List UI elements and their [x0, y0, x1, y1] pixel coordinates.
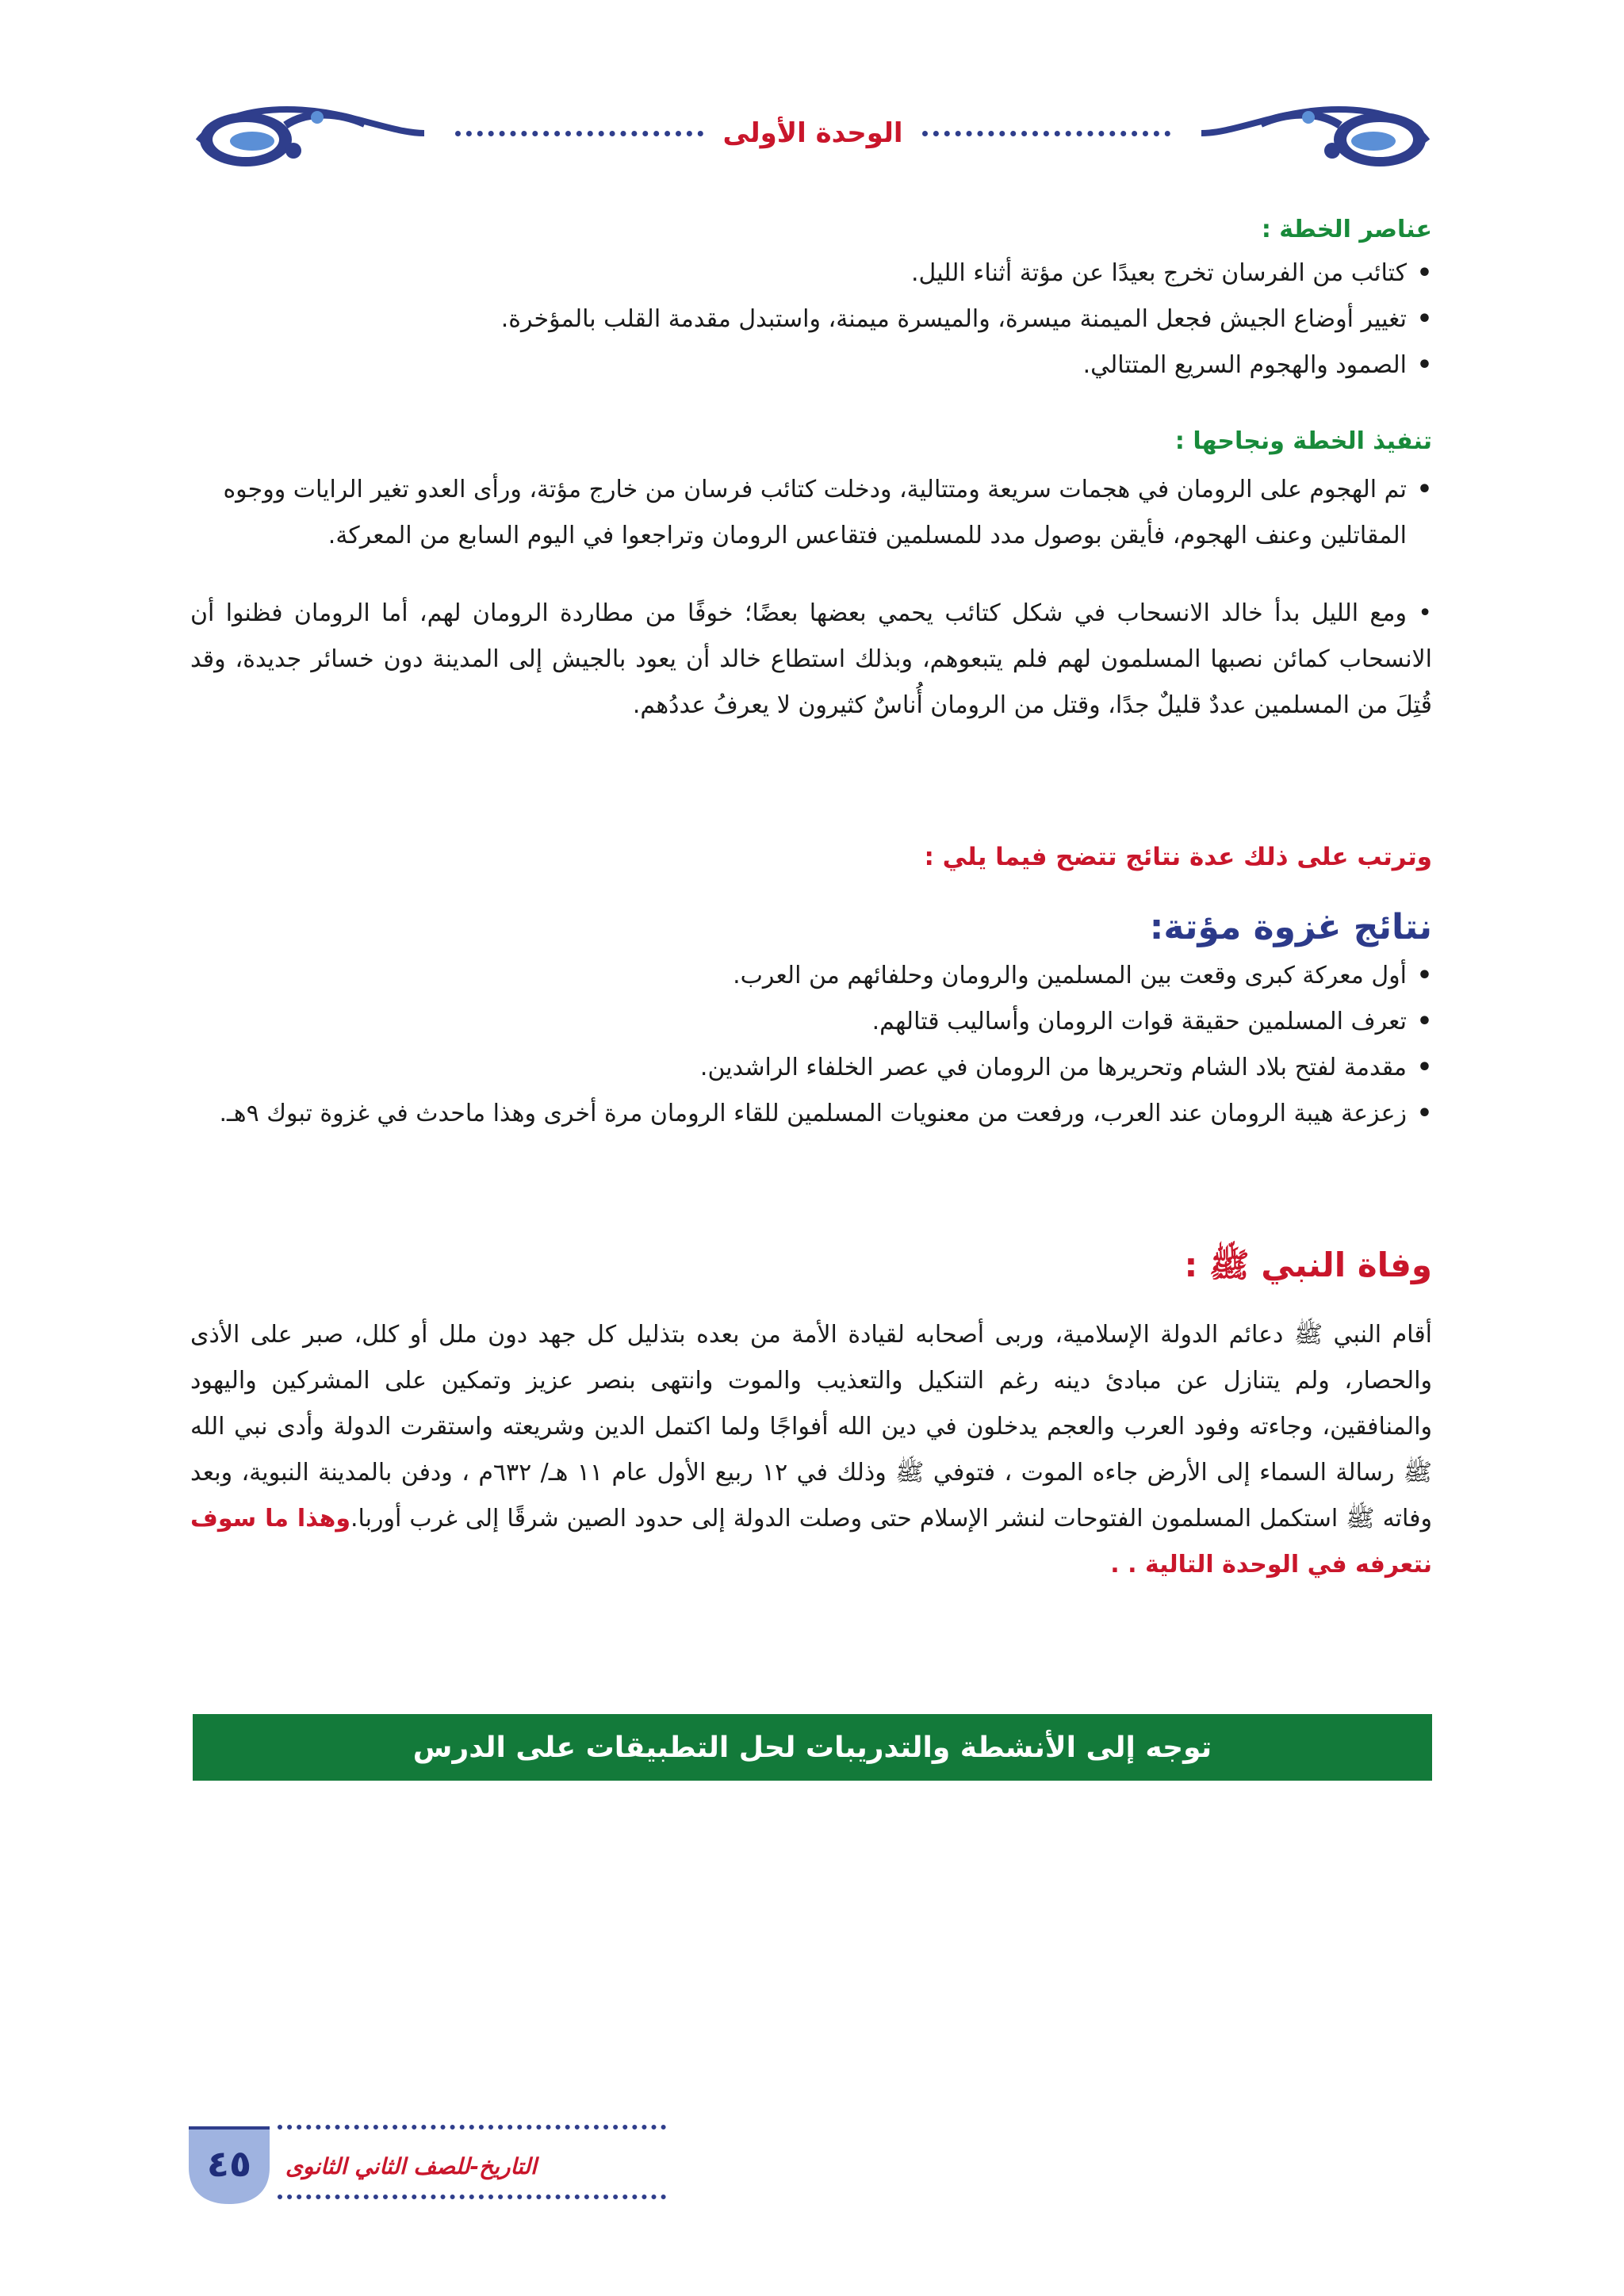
- footer-dots-bottom: [278, 2195, 666, 2199]
- prophet-death-paragraph: [190, 1312, 1432, 1588]
- withdrawal-text: ومع الليل بدأ خالد الانسحاب في شكل كتائب يحمي بعضها بعضًا؛ خوفًا من مطاردة الرومان لهم، أما الرومان فظنوا أن الانسحاب كمائن نصبها المسلمون لهم فلم يتبعوهم، وبذلك استطاع خالد أن يعود بالجيش إلى المدينة دون خسائر جديدة، وقد قُتِلَ من المسلمين عددٌ قليلٌ جدًا، وقتل من الرومان أُناسٌ كثيرون لا يعرفُ عددُهم.: [190, 599, 1432, 719]
- bullet-icon: •: [1406, 599, 1432, 627]
- results-list: [190, 953, 1432, 1137]
- bullet-icon: •: [1416, 1100, 1432, 1127]
- bullet-icon: •: [1416, 351, 1432, 379]
- bullet-icon: •: [1416, 962, 1432, 989]
- list-item-text: تغيير أوضاع الجيش فجعل الميمنة ميسرة، والميسرة ميمنة، واستبدل مقدمة القلب بالمؤخرة.: [500, 305, 1407, 333]
- list-item: [190, 251, 1432, 297]
- prophet-death-section: [190, 1241, 1432, 1588]
- results-section: [190, 904, 1432, 1137]
- list-item: [190, 342, 1432, 388]
- bullet-icon: •: [1416, 476, 1432, 503]
- list-item-text: زعزعة هيبة الرومان عند العرب، ورفعت من معنويات المسلمين للقاء الرومان مرة أخرى وهذا ماحدث في غزوة تبوك ٩هـ.: [219, 1100, 1407, 1127]
- plan-execution-heading: تنفيذ الخطة ونجاحها :: [1174, 427, 1432, 455]
- list-item: [190, 999, 1432, 1045]
- bullet-icon: •: [1416, 305, 1432, 333]
- header-dots-right: [922, 131, 1170, 136]
- results-intro-section: [190, 839, 1432, 875]
- results-heading: نتائج غزوة مؤتة:: [1149, 907, 1432, 947]
- list-item-text: تم الهجوم على الرومان في هجمات سريعة ومتتالية، ودخلت كتائب فرسان من خارج مؤتة، ورأى العدو تغير الرايات ووجوه المقاتلين وعنف الهجوم، فأيقن بوصول مدد للمسلمين فتقاعس الرومان وتراجعوا في اليوم السابع من المعركة.: [223, 476, 1407, 549]
- list-item: [190, 467, 1432, 559]
- withdrawal-paragraph: [190, 591, 1432, 729]
- list-item: [190, 1045, 1432, 1091]
- header-dots-left: [455, 131, 703, 136]
- left-ornament-icon: [190, 94, 428, 173]
- plan-elements-section: [190, 212, 1432, 388]
- bullet-icon: •: [1416, 1008, 1432, 1035]
- list-item: [190, 297, 1432, 342]
- activities-banner[interactable]: [193, 1714, 1432, 1781]
- next-unit-note: وهذا ما سوف نتعرفه في الوحدة التالية . .: [190, 1505, 1432, 1578]
- book-title: التاريخ-للصف الثاني الثانوى: [285, 2152, 537, 2179]
- page-header: [190, 94, 1435, 173]
- list-item: [190, 1091, 1432, 1137]
- prophet-death-heading: وفاة النبي ﷺ :: [1184, 1246, 1432, 1284]
- plan-execution-section: [190, 424, 1432, 729]
- list-item-text: أول معركة كبرى وقعت بين المسلمين والرومان وحلفائهم من العرب.: [733, 962, 1407, 989]
- list-item-text: مقدمة لفتح بلاد الشام وتحريرها من الرومان في عصر الخلفاء الراشدين.: [699, 1054, 1407, 1081]
- plan-elements-heading: عناصر الخطة :: [1261, 216, 1432, 243]
- header-title-wrap: [436, 109, 1189, 157]
- list-item-text: كتائب من الفرسان تخرج بعيدًا عن مؤتة أثناء الليل.: [910, 259, 1407, 287]
- list-item-text: الصمود والهجوم السريع المتتالي.: [1082, 351, 1407, 379]
- banner-text: توجه إلى الأنشطة والتدريبات لحل التطبيقات على الدرس: [412, 1731, 1212, 1764]
- list-item-text: تعرف المسلمين حقيقة قوات الرومان وأساليب قتالهم.: [871, 1008, 1407, 1035]
- bullet-icon: •: [1416, 1054, 1432, 1081]
- footer-dots-top: [278, 2125, 666, 2130]
- right-ornament-icon: [1197, 94, 1435, 173]
- page-number: ٤٥: [206, 2142, 252, 2185]
- page-footer: [182, 2109, 690, 2220]
- plan-elements-list: [190, 251, 1432, 388]
- results-intro: وترتب على ذلك عدة نتائج تتضح فيما يلي :: [924, 843, 1432, 871]
- bullet-icon: •: [1416, 259, 1432, 287]
- prophet-death-text: أقام النبي ﷺ دعائم الدولة الإسلامية، وربى أصحابه لقيادة الأمة من بعده بتذليل كل جهد دون ملل أو كلل، صبر على الأذى والحصار، ولم يتنازل عن مبادئ دينه رغم التنكيل والتعذيب والموت وانتهى بنصر عزيز وتمكين على المشركين واليهود والمنافقين، وجاءته وفود العرب والعجم يدخلون في دين الله أفواجًا ولما اكتمل الدين وشريعته واستقرت الدولة وأدى نبي الله ﷺ رسالة السماء إلى الأرض جاءه الموت ، فتوفي ﷺ وذلك في ١٢ ربيع الأول عام ١١ هـ/ ٦٣٢م ، ودفن بالمدينة النبوية، وبعد وفاته ﷺ استكمل المسلمون الفتوحات لنشر الإسلام حتى وصلت الدولة إلى حدود الصين شرقًا إلى غرب أوربا.: [190, 1321, 1433, 1533]
- unit-title: الوحدة الأولى: [722, 117, 903, 149]
- list-item: [190, 953, 1432, 999]
- plan-execution-list: [190, 467, 1432, 559]
